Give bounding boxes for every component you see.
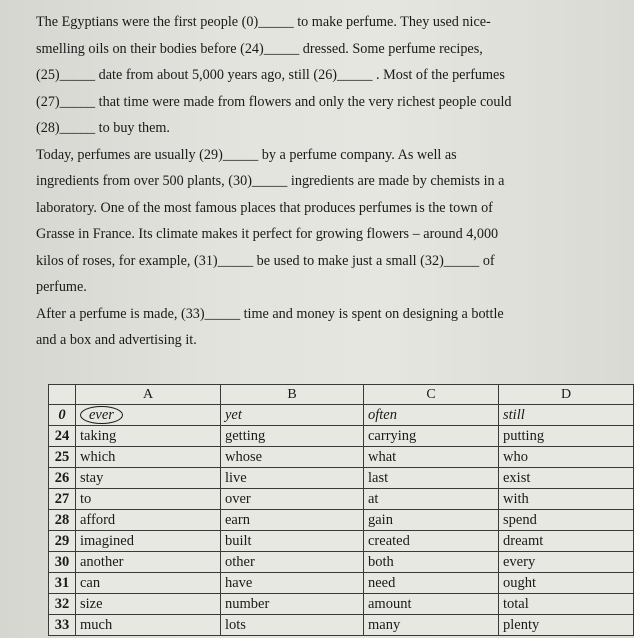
passage — [36, 9, 628, 354]
table-row — [49, 594, 634, 615]
option-d: dreamt — [499, 531, 634, 552]
passage-line — [36, 301, 628, 328]
line-text: (25)_____ date from about 5,000 years ago, still (26)_____ . Most of the perfumes — [36, 67, 505, 83]
passage-line — [36, 168, 628, 195]
table-row — [49, 573, 634, 594]
line-text: and a box and advertising it. — [36, 332, 197, 348]
option-d: plenty — [499, 615, 634, 636]
option-a: to — [76, 489, 221, 510]
table-row — [49, 531, 634, 552]
line-text: The Egyptians were the first people (0)_____ to make perfume. They used nice- — [36, 14, 491, 30]
option-d: ought — [499, 573, 634, 594]
answer-table — [48, 384, 634, 636]
row-number: 0 — [49, 405, 76, 426]
option-b: yet — [221, 405, 364, 426]
option-b: built — [221, 531, 364, 552]
option-d: exist — [499, 468, 634, 489]
option-c: what — [364, 447, 499, 468]
option-d: putting — [499, 426, 634, 447]
table-row — [49, 552, 634, 573]
line-text: (28)_____ to buy them. — [36, 120, 170, 136]
row-number: 31 — [49, 573, 76, 594]
passage-line — [36, 274, 628, 301]
option-c: amount — [364, 594, 499, 615]
passage-line — [36, 9, 628, 36]
passage-line — [36, 248, 628, 275]
option-b: lots — [221, 615, 364, 636]
header-num — [49, 385, 76, 405]
table-row — [49, 468, 634, 489]
line-text: Today, perfumes are usually (29)_____ by a perfume company. As well as — [36, 146, 457, 163]
line-text: kilos of roses, for example, (31)_____ be used to make just a small (32)_____ of — [36, 252, 495, 269]
line-text: Grasse in France. Its climate makes it perfect for growing flowers – around 4,000 — [36, 226, 499, 242]
option-b: whose — [221, 447, 364, 468]
passage-line — [36, 62, 628, 89]
line-text: perfume. — [36, 279, 87, 295]
line-text: ingredients from over 500 plants, (30)_____ ingredients are made by chemists in a — [36, 173, 505, 189]
row-number: 25 — [49, 447, 76, 468]
option-a: which — [76, 447, 221, 468]
option-c: both — [364, 552, 499, 573]
header-b: B — [221, 385, 364, 405]
row-number: 33 — [49, 615, 76, 636]
option-d: every — [499, 552, 634, 573]
row-number: 27 — [49, 489, 76, 510]
option-c: need — [364, 573, 499, 594]
option-a: another — [76, 552, 221, 573]
option-c: created — [364, 531, 499, 552]
passage-line — [36, 327, 628, 354]
line-text: After a perfume is made, (33)_____ time and money is spent on designing a bottle — [36, 305, 504, 322]
row-number: 24 — [49, 426, 76, 447]
line-text: (27)_____ that time were made from flowers and only the very richest people could — [36, 93, 512, 110]
circled-answer: ever — [80, 406, 123, 424]
option-a: afford — [76, 510, 221, 531]
row-number: 26 — [49, 468, 76, 489]
option-a — [76, 405, 221, 426]
passage-line — [36, 115, 628, 142]
table-row — [49, 426, 634, 447]
table-row — [49, 615, 634, 636]
option-d: who — [499, 447, 634, 468]
header-a: A — [76, 385, 221, 405]
row-number: 29 — [49, 531, 76, 552]
line-text: laboratory. One of the most famous places that produces perfumes is the town of — [36, 199, 493, 216]
option-c: often — [364, 405, 499, 426]
option-a: stay — [76, 468, 221, 489]
option-b: earn — [221, 510, 364, 531]
line-text: smelling oils on their bodies before (24)_____ dressed. Some perfume recipes, — [36, 40, 483, 57]
option-a: size — [76, 594, 221, 615]
option-b: getting — [221, 426, 364, 447]
option-b: number — [221, 594, 364, 615]
option-b: have — [221, 573, 364, 594]
row-number: 28 — [49, 510, 76, 531]
row-number: 30 — [49, 552, 76, 573]
passage-line — [36, 89, 628, 116]
option-a: can — [76, 573, 221, 594]
option-d: with — [499, 489, 634, 510]
header-c: C — [364, 385, 499, 405]
option-d: still — [499, 405, 634, 426]
option-c: last — [364, 468, 499, 489]
table-row — [49, 447, 634, 468]
table-row — [49, 405, 634, 426]
option-c: carrying — [364, 426, 499, 447]
passage-line — [36, 195, 628, 222]
option-c: many — [364, 615, 499, 636]
table-header-row — [49, 385, 634, 405]
row-number: 32 — [49, 594, 76, 615]
option-c: at — [364, 489, 499, 510]
table-row — [49, 489, 634, 510]
option-a: imagined — [76, 531, 221, 552]
option-c: gain — [364, 510, 499, 531]
option-b: over — [221, 489, 364, 510]
option-b: other — [221, 552, 364, 573]
passage-line — [36, 221, 628, 248]
option-d: total — [499, 594, 634, 615]
passage-line — [36, 36, 628, 63]
option-b: live — [221, 468, 364, 489]
passage-line — [36, 142, 628, 169]
table-row — [49, 510, 634, 531]
option-a: much — [76, 615, 221, 636]
option-d: spend — [499, 510, 634, 531]
header-d: D — [499, 385, 634, 405]
option-a: taking — [76, 426, 221, 447]
